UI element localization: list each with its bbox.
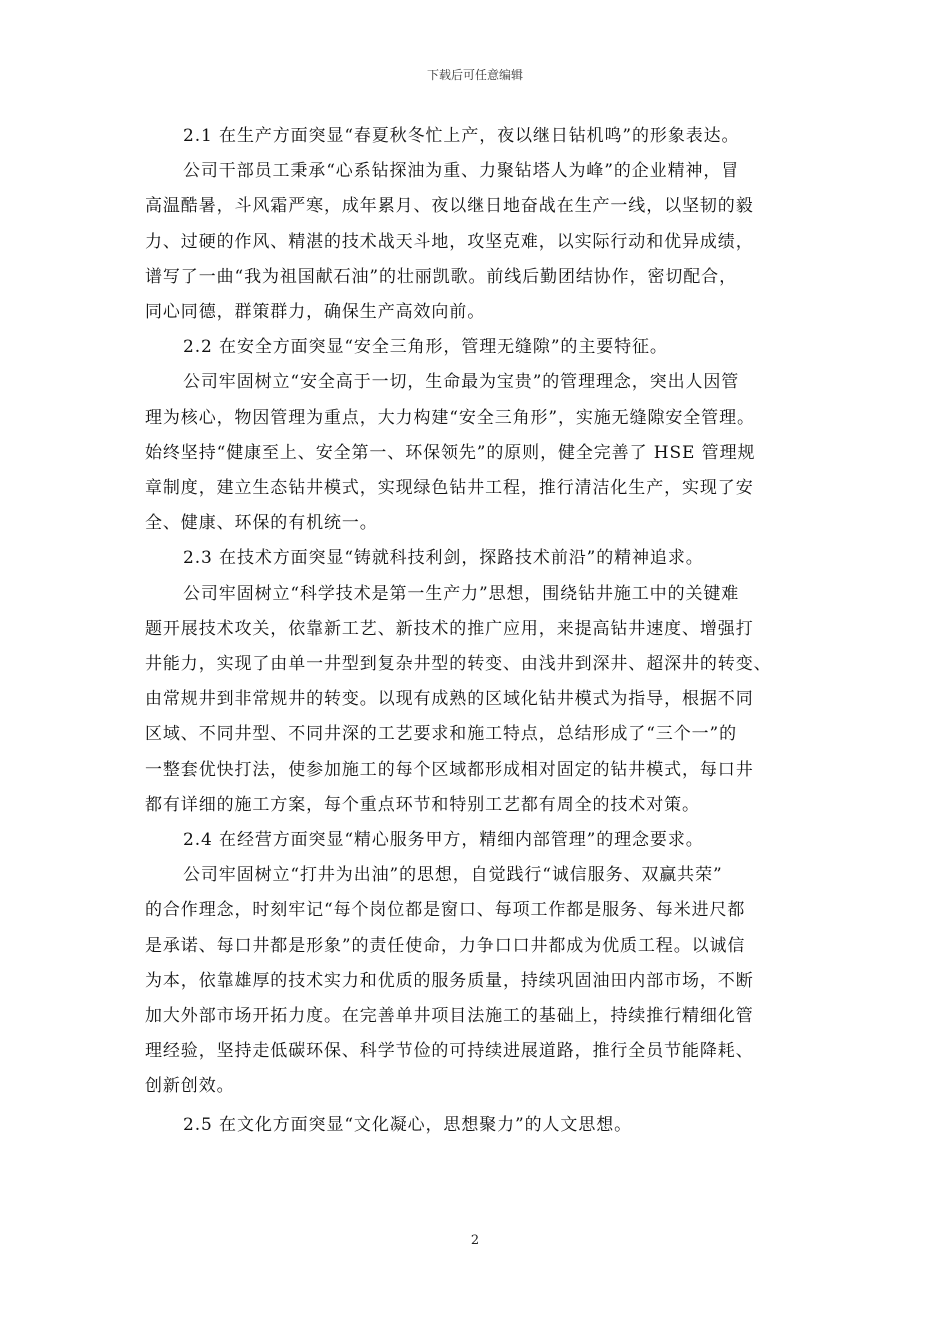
paragraph-line: 是承诺、每口井都是形象”的责任使命，力争口口井都成为优质工程。以诚信 xyxy=(145,935,746,956)
paragraph-line: 井能力，实现了由单一井型到复杂井型的转变、由浅井到深井、超深井的转变、 xyxy=(145,654,772,675)
paragraph-line: 的合作理念，时刻牢记“每个岗位都是窗口、每项工作都是服务、每米进尺都 xyxy=(145,900,746,921)
section-heading-2-3: 2.3 在技术方面突显“铸就科技利剑，探路技术前沿”的精神追求。 xyxy=(183,548,704,569)
paragraph-line: 谱写了一曲“我为祖国献石油”的壮丽凯歌。前线后勤团结协作，密切配合， xyxy=(145,266,737,287)
paragraph-line: 理为核心，物因管理为重点，大力构建“安全三角形”，实施无缝隙安全管理。 xyxy=(145,407,755,428)
page-header: 下载后可任意编辑 xyxy=(426,68,523,82)
section-heading-2-1: 2.1 在生产方面突显“春夏秋冬忙上产，夜以继日钻机鸣”的形象表达。 xyxy=(183,126,740,146)
paragraph-line: 章制度，建立生态钻井模式，实现绿色钻井工程，推行清洁化生产，实现了安 xyxy=(145,478,754,499)
paragraph-line: 全、健康、环保的有机统一。 xyxy=(145,513,378,534)
paragraph-line: 公司牢固树立“科学技术是第一生产力”思想，围绕钻井施工中的关键难 xyxy=(183,583,740,604)
section-paragraph-2-3 xyxy=(145,577,815,823)
paragraph-line: 理经验，坚持走低碳环保、科学节俭的可持续进展道路，推行全员节能降耗、 xyxy=(145,1041,754,1062)
paragraph-line: 高温酷暑，斗风霜严寒，成年累月、夜以继日地奋战在生产一线，以坚韧的毅 xyxy=(145,196,754,217)
paragraph-line: 题开展技术攻关，依靠新工艺、新技术的推广应用，来提高钻井速度、增强打 xyxy=(145,618,754,639)
paragraph-line: 公司牢固树立“打井为出油”的思想，自觉践行“诚信服务、双赢共荣” xyxy=(183,865,723,886)
paragraph-line: 加大外部市场开拓力度。在完善单井项目法施工的基础上，持续推行精细化管 xyxy=(145,1006,754,1027)
paragraph-line: 力、过硬的作风、精湛的技术战天斗地，攻坚克难，以实际行动和优异成绩， xyxy=(145,231,754,252)
paragraph-line: 一整套优快打法，使参加施工的每个区域都形成相对固定的钻井模式，每口井 xyxy=(145,759,754,780)
paragraph-line: 创新创效。 xyxy=(145,1076,235,1097)
page-number: 2 xyxy=(470,1233,480,1248)
paragraph-line: 为本，依靠雄厚的技术实力和优质的服务质量，持续巩固油田内部市场，不断 xyxy=(145,970,754,991)
paragraph-line: 由常规井到非常规井的转变。以现有成熟的区域化钻井模式为指导，根据不同 xyxy=(145,689,754,710)
paragraph-line: 始终坚持“健康至上、安全第一、环保领先”的原则，健全完善了 HSE 管理规 xyxy=(145,442,756,463)
section-paragraph-2-2 xyxy=(145,365,815,541)
paragraph-line: 都有详细的施工方案，每个重点环节和特别工艺都有周全的技术对策。 xyxy=(145,794,700,815)
paragraph-line: 公司干部员工秉承“心系钻探油为重、力聚钻塔人为峰”的企业精神，冒 xyxy=(183,161,740,182)
section-heading-2-4: 2.4 在经营方面突显“精心服务甲方，精细内部管理”的理念要求。 xyxy=(183,830,704,851)
section-paragraph-2-1 xyxy=(145,154,815,330)
document-body xyxy=(145,119,815,1143)
section-paragraph-2-4 xyxy=(145,858,815,1104)
paragraph-line: 同心同德，群策群力，确保生产高效向前。 xyxy=(145,302,486,323)
paragraph-line: 区域、不同井型、不同井深的工艺要求和施工特点，总结形成了“三个一”的 xyxy=(145,724,737,745)
section-heading-2-5: 2.5 在文化方面突显“文化凝心，思想聚力”的人文思想。 xyxy=(183,1114,633,1135)
section-heading-2-2: 2.2 在安全方面突显“安全三角形，管理无缝隙”的主要特征。 xyxy=(183,337,668,358)
paragraph-line: 公司牢固树立“安全高于一切，生命最为宝贵”的管理理念，突出人因管 xyxy=(183,372,740,393)
